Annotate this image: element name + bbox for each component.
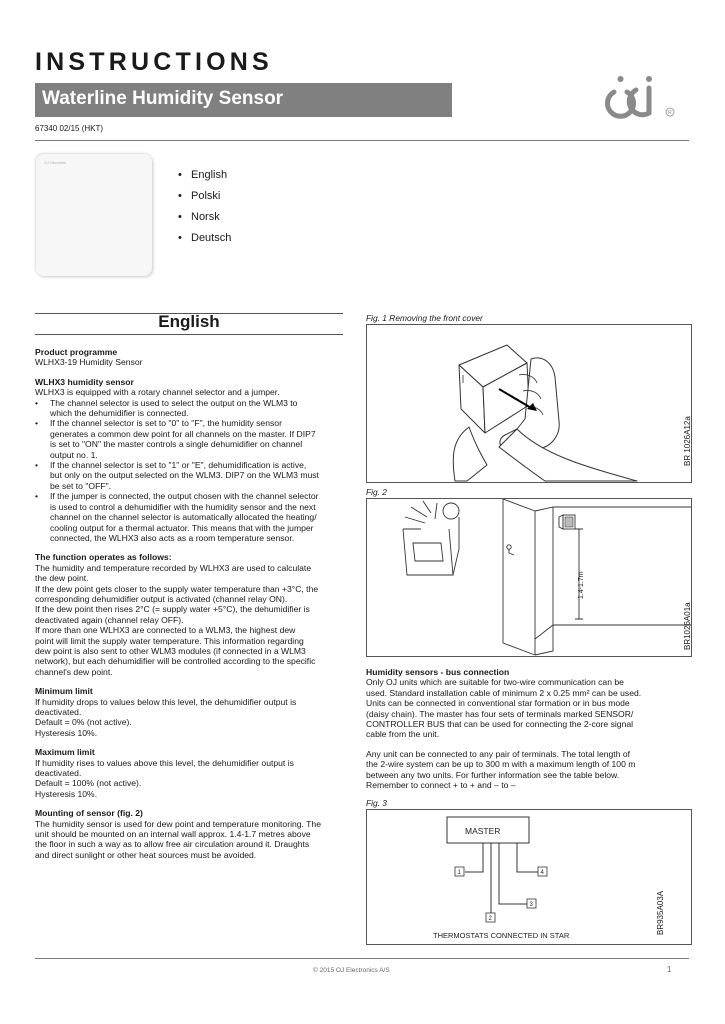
document-number: 67340 02/15 (HKT): [35, 124, 104, 133]
fig2-height-label: 1.4-1.7m: [578, 571, 585, 599]
master-label: MASTER: [465, 826, 501, 836]
left-column: Product programme WLHX3-19 Humidity Sensor WLHX3 humidity sensor WLHX3 is equipped with a rotary channel selector and a jumper. • The channel selector is used to select the output on the WLM3 to which the dehumidifier is connected. • If the channel selector is set to "0" to "F", the humidity sensor generates a common dew point for all channels on the master. If DIP7 is set to "ON" the master controls a single dehumidifier on channel output no. 1. • If the channel selector is set to "1" or "E", dehumidification is active, but only on the output selected on the WLM3. DIP7 on the WLM3 must be set to "OFF". • If the jumper is connected, the output chosen with the channel selector is used to control a dehumidifier with the humidity sensor and the next channel on the channel selector is automatically allocated the heating/ cooling output for a thermal actuator. This means that with the jumper connected, the WLHX3 also acts as a room temperature sensor. The function operates as follows: The humidity and temperature recorded by WLHX3 are used to calculate the dew point. If the dew point gets closer to the supply water temperature than +3°C, the corresponding dehumidifier output is activated (channel relay ON). If the dew point then rises 2°C (= supply water +5°C), the dehumidifier is deactivated again (channel relay OFF). If more than one WLHX3 are connected to a WLM3, the highest dew point will limit the supply water temperature. This information regarding dew point is also sent to other WLM3 modules (if connected in a WLM3 network), but each dehumidifier will be controlled according to the specific channel's dew point. Minimum limit If humidity drops to values below this level, the dehumidifier output is deactivated. Default = 0% (not active). Hysteresis 10%. Maximum limit If humidity rises to values above this level, the dehumidifier output is deactivated. Default = 100% (not active). Hysteresis 10%. Mounting of sensor (fig. 2) The humidity sensor is used for dew point and temperature monitoring. The unit should be mounted on an internal wall approx. 1.4-1.7 metres above the floor in such a way as to allow free air circulation around it. Draughts and direct sunlight or other heat sources must be avoided.: [35, 347, 345, 860]
fig1-caption: Fig. 1 Removing the front cover: [366, 313, 483, 323]
oj-logo: [600, 74, 680, 124]
terminal-label: 3: [529, 902, 533, 908]
wlhx3-heading: WLHX3 humidity sensor: [35, 376, 134, 387]
bullet-item: • If the jumper is connected, the output chosen with the channel selector is used to control a dehumidifier with the humidity sensor and the next channel on the channel selector is automatically allocated the heating/ cooling output for a thermal actuator. This means that with the jumper connected, the WLHX3 also acts as a room temperature sensor.: [35, 491, 319, 543]
bus-heading: Humidity sensors - bus connection: [366, 667, 510, 677]
language-item[interactable]: • Norsk: [178, 211, 220, 223]
wlhx3-intro: WLHX3 is equipped with a rotary channel selector and a jumper.: [35, 387, 280, 398]
terminal-label: 2: [488, 916, 492, 922]
fig1-illustration: [367, 325, 691, 482]
terminal-label: 1: [457, 870, 461, 876]
divider: [35, 334, 343, 335]
device-brand-label: OJ Microline: [44, 160, 67, 165]
product-title: Waterline Humidity Sensor: [42, 88, 284, 109]
divider: [35, 958, 689, 959]
fig2-code: BR1026A01a: [683, 602, 692, 650]
fig1-code: BR 1026A12a: [683, 416, 692, 466]
fig2-box: [366, 498, 692, 657]
product-programme-text: WLHX3-19 Humidity Sensor: [35, 357, 143, 368]
right-column: Humidity sensors - bus connection Only OJ units which are suitable for two-wire communication can be used. Standard installation cable of minimum 2 x 0.25 mm² can be used. Units can be connected in conventional star formation or in bus mode (daisy chain). The master has four sets of terminals marked SENSOR/ CONTROLLER BUS that can be used for connecting the 2-core signal cable from the unit. Any unit can be connected to any pair of terminals. The total length of the 2-wire system can be up to 300 m with a maximum length of 100 m between any two units. For further information see the table below. Remember to connect + to + and – to –: [366, 667, 691, 790]
fig3-caption: Fig. 3: [366, 798, 387, 808]
svg-text:R: R: [668, 110, 672, 116]
fig3-box: [366, 809, 692, 945]
fig3-footer-label: THERMOSTATS CONNECTED IN STAR: [433, 931, 570, 940]
language-item[interactable]: • Polski: [178, 190, 221, 202]
max-limit-heading: Maximum limit: [35, 747, 95, 758]
fig3-diagram: [367, 810, 691, 944]
bullet-item: • The channel selector is used to select the output on the WLM3 to which the dehumidifier is connected.: [35, 397, 298, 419]
page-number: 1: [667, 965, 672, 974]
section-heading: English: [158, 312, 220, 331]
mounting-heading: Mounting of sensor (fig. 2): [35, 808, 143, 819]
copyright: © 2015 OJ Electronics A/S: [313, 967, 390, 974]
language-item[interactable]: • Deutsch: [178, 232, 232, 244]
language-list: [178, 168, 231, 252]
document-title: INSTRUCTIONS: [35, 48, 273, 76]
function-heading: The function operates as follows:: [35, 552, 172, 563]
device-image: [36, 154, 152, 276]
fig1-box: [366, 324, 692, 483]
product-programme-heading: Product programme: [35, 347, 118, 357]
terminal-label: 4: [540, 870, 544, 876]
bullet-item: • If the channel selector is set to "1" or "E", dehumidification is active, but only on the output selected on the WLM3. DIP7 on the WLM3 must be set to "OFF".: [35, 460, 319, 491]
fig3-code: BR935A03A: [656, 890, 665, 935]
language-item[interactable]: • English: [178, 169, 228, 181]
fig2-caption: Fig. 2: [366, 487, 387, 497]
bullet-item: • If the channel selector is set to "0" to "F", the humidity sensor generates a common dew point for all channels on the master. If DIP7 is set to "ON" the master controls a single dehumidifier on channel output no. 1.: [35, 418, 316, 460]
min-limit-heading: Minimum limit: [35, 686, 93, 697]
fig2-illustration: [367, 499, 691, 656]
divider: [35, 140, 689, 141]
